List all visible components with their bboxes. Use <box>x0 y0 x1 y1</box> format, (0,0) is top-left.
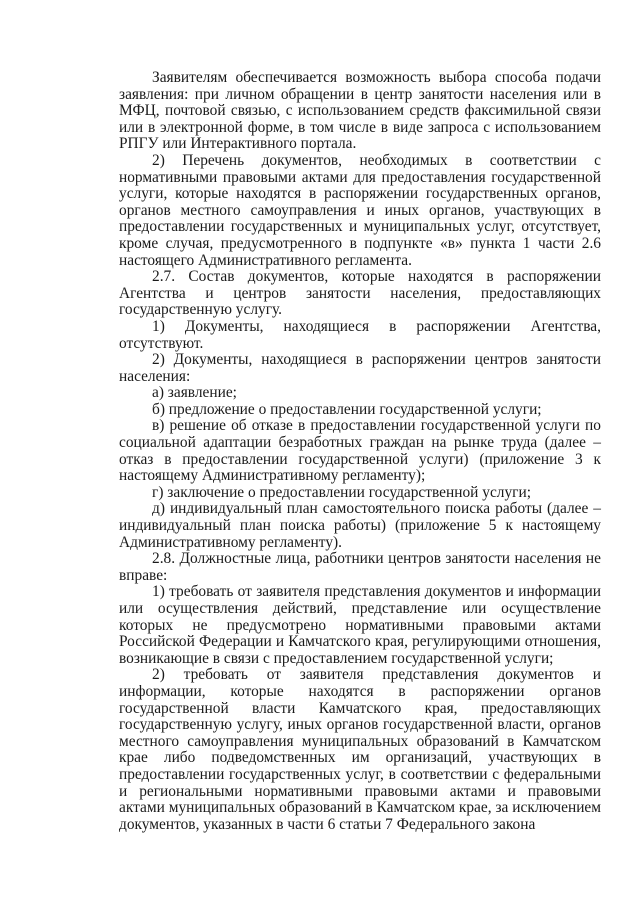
paragraph-center-documents: 2) Документы, находящиеся в распоряжении центров занятости населения: <box>119 351 601 385</box>
document-body <box>119 70 601 833</box>
paragraph-section-2-7: 2.7. Состав документов, которые находятся в распоряжении Агентства и центров занятости населения, предоставляющих государственную услугу. <box>119 268 601 319</box>
paragraph-section-2-8: 2.8. Должностные лица, работники центров занятости населения не вправе: <box>119 550 601 584</box>
paragraph-prohibition-1: 1) требовать от заявителя представления документов и информации или осуществления действий, представление или осуществление которых не предусмотрено нормативными правовыми актами Российской Федерации и Камчатского края, регулирующими отношения, возникающие в связи с предоставлением государственной услуги; <box>119 583 601 667</box>
paragraph-documents-list: 2) Перечень документов, необходимых в соответствии с нормативными правовыми актами для предоставления государственной услуги, которые находятся в распоряжении государственных органов, органов местного самоуправления и иных органов, участвующих в предоставлении государственных и муниципальных услуг, отсутствует, кроме случая, предусмотренного в подпункте «в» пункта 1 части 2.6 настоящего Административного регламента. <box>119 151 601 269</box>
list-item-conclusion: г) заключение о предоставлении государственной услуги; <box>152 483 531 501</box>
list-item-refusal: в) решение об отказе в предоставлении государственной услуги по социальной адаптации безработных граждан на рынке труда (далее – отказ в предоставлении государственной услуги) (приложение 3 к настоящему Административному регламенту); <box>119 417 601 485</box>
paragraph-application-methods: Заявителям обеспечивается возможность выбора способа подачи заявления: при личном обращении в центр занятости населения или в МФЦ, почтовой связью, с использованием средств факсимильной связи или в электронной форме, в том числе в виде запроса с использованием РПГУ или Интерактивного портала. <box>119 69 601 153</box>
list-item-offer: б) предложение о предоставлении государственной услуги; <box>152 400 542 418</box>
list-item-job-search-plan: д) индивидуальный план самостоятельного поиска работы (далее – индивидуальный план поиска работы) (приложение 5 к настоящему Административному регламенту). <box>119 500 601 551</box>
list-item-application: а) заявление; <box>152 384 237 402</box>
paragraph-prohibition-2: 2) требовать от заявителя представления документов и информации, которые находятся в распоряжении органов государственной власти Камчатского края, предоставляющих государственную услугу, иных органов государственной власти, органов местного самоуправления муниципальных образований в Камчатском крае либо подведомственных им организаций, участвующих в предоставлении государственных услуг, в соответствии с федеральными и региональными нормативными правовыми актами и правовыми актами муниципальных образований в Камчатском крае, за исключением документов, указанных в части 6 статьи 7 Федерального закона <box>119 666 601 833</box>
paragraph-agency-documents: 1) Документы, находящиеся в распоряжении Агентства, отсутствуют. <box>119 317 601 352</box>
